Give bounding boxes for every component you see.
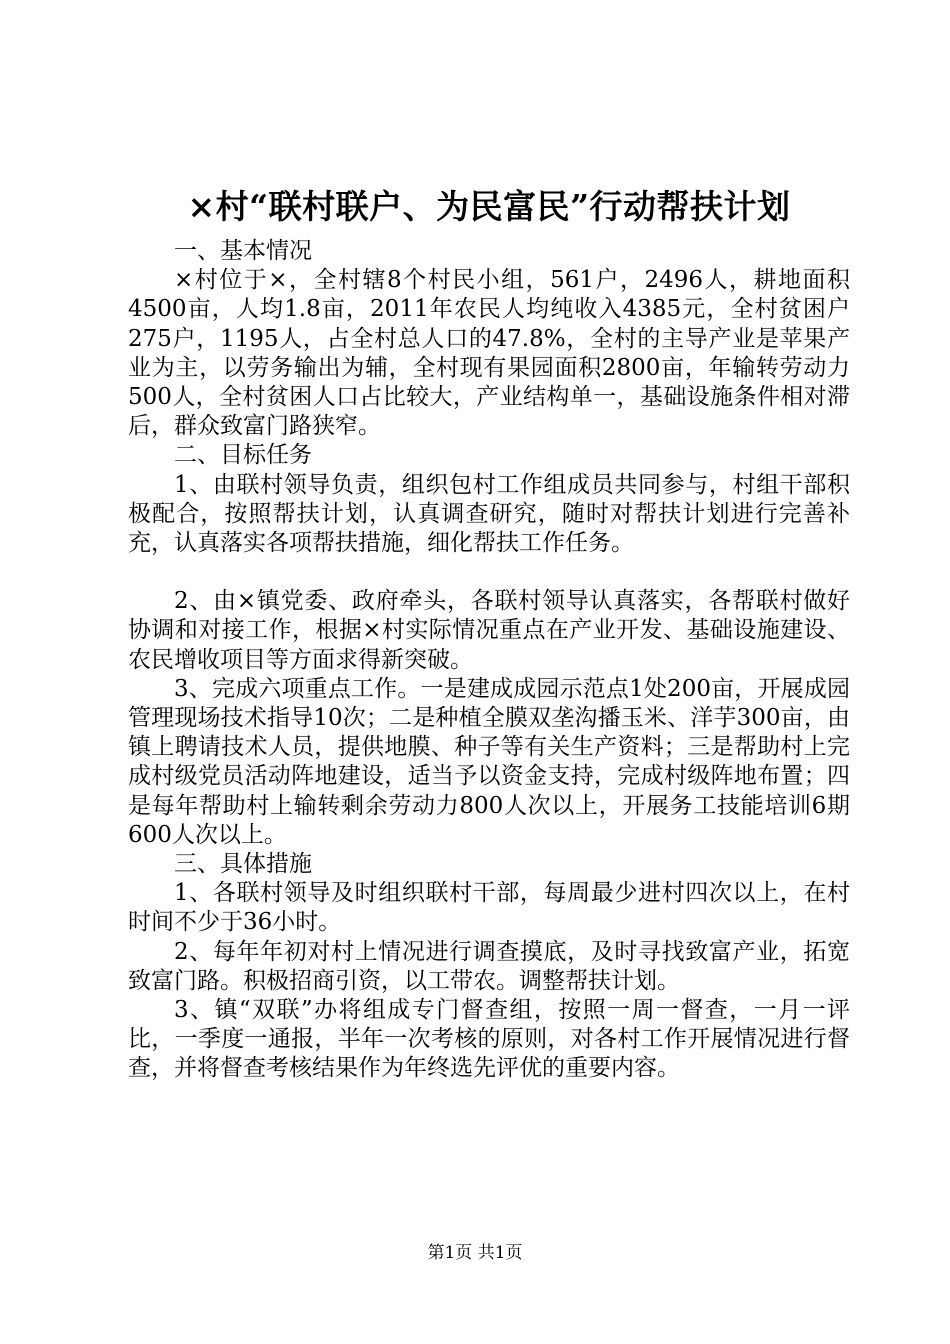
- paragraph: 2、每年年初对村上情况进行调查摸底，及时寻找致富产业，拓宽致富门路。积极招商引资，以工带农。调整帮扶计划。: [128, 938, 850, 994]
- blank-line: [128, 558, 850, 587]
- section-heading: 三、具体措施: [174, 851, 312, 878]
- paragraph: 1、由联村领导负责，组织包村工作组成员共同参与，村组干部积极配合，按照帮扶计划，认真调查研究，随时对帮扶计划进行完善补充，认真落实各项帮扶措施，细化帮扶工作任务。: [128, 471, 850, 557]
- paragraph: 3、完成六项重点工作。一是建成成园示范点1处200亩，开展成园管理现场技术指导10次；二是种植全膜双垄沟播玉米、洋芋300亩，由镇上聘请技术人员，提供地膜、种子等有关生产资料；三是帮助村上完成村级党员活动阵地建设，适当予以资金支持，完成村级阵地布置；四是每年帮助村上输转剩余劳动力800人次以上，开展务工技能培训6期600人次以上。: [128, 675, 850, 848]
- paragraph: 1、各联村领导及时组织联村干部，每周最少进村四次以上，在村时间不少于36小时。: [128, 880, 850, 936]
- section-heading: 一、基本情况: [174, 238, 312, 264]
- section-measures: [128, 850, 850, 1084]
- section-heading: 二、目标任务: [174, 442, 312, 469]
- paragraph: 3、镇“双联”办将组成专门督查组，按照一周一督查，一月一评比，一季度一通报，半年一次考核的原则，对各村工作开展情况进行督查，并将督查考核结果作为年终选先评优的重要内容。: [128, 997, 850, 1082]
- document-title: ×村“联村联户、为民富民”行动帮扶计划: [187, 187, 791, 226]
- section-goals: [128, 441, 850, 850]
- paragraph: ×村位于×，全村辖8个村民小组，561户，2496人，耕地面积4500亩，人均1.8亩，2011年农民人均纯收入4385元，全村贫困户275户，1195人，占全村总人口的47.8%，全村的主导产业是苹果产业为主，以劳务输出为辅，全村现有果园面积2800亩，年输转劳动力500人，全村贫困人口占比较大，产业结构单一，基础设施条件相对滞后，群众致富门路狭窄。: [128, 267, 850, 440]
- section-basic-info: [128, 237, 850, 441]
- paragraph: 2、由×镇党委、政府牵头，各联村领导认真落实，各帮联村做好协调和对接工作，根据×村实际情况重点在产业开发、基础设施建设、农民增收项目等方面求得新突破。: [128, 588, 850, 673]
- page-footer: 第1页 共1页: [427, 1243, 523, 1263]
- document-page: [128, 183, 850, 1084]
